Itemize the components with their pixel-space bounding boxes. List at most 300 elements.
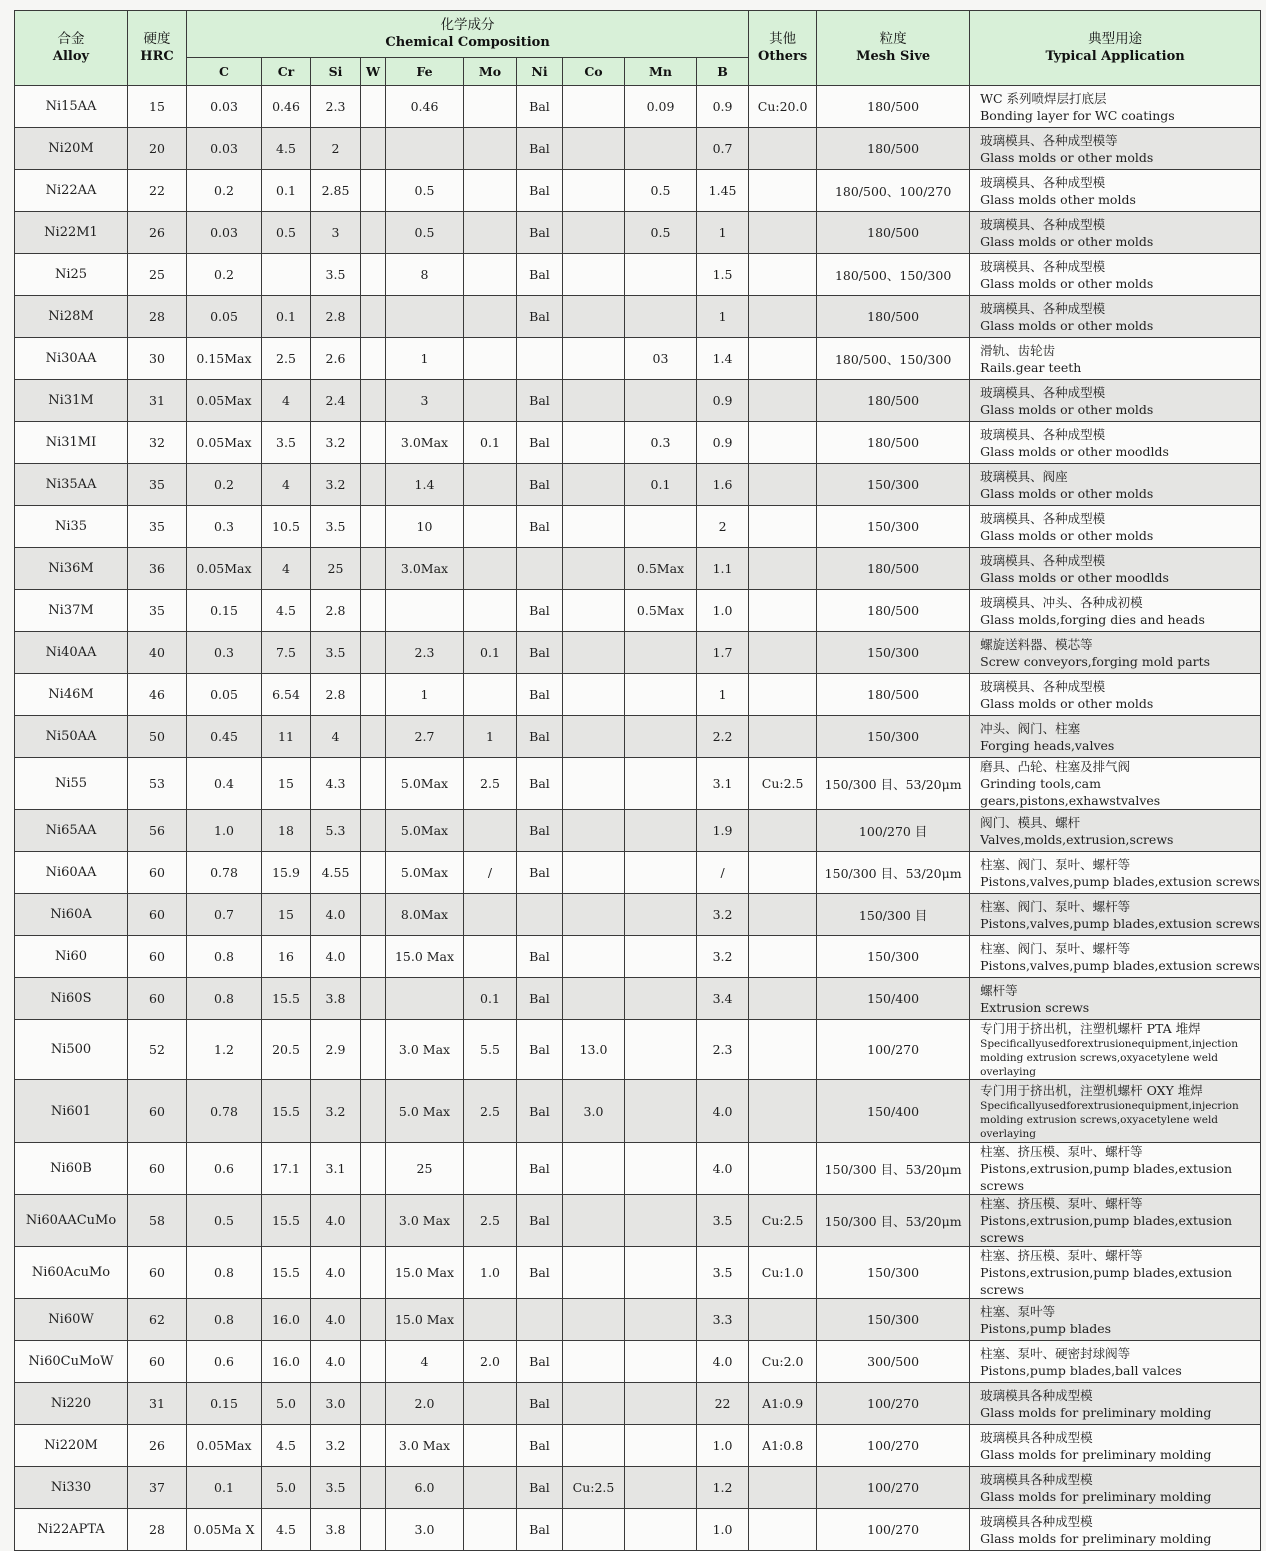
cell-hrc: 60 — [128, 852, 187, 894]
cell-c: 0.05 — [187, 674, 262, 716]
table-row — [15, 1299, 1261, 1341]
cell-c: 0.3 — [187, 632, 262, 674]
cell-w — [361, 810, 386, 852]
cell-mesh: 150/300 — [817, 632, 970, 674]
cell-mo — [464, 296, 517, 338]
cell-typical-application — [970, 1509, 1261, 1551]
cell-others — [749, 296, 817, 338]
cell-typical-application — [970, 170, 1261, 212]
cell-mn — [625, 1509, 697, 1551]
cell-si: 5.3 — [311, 810, 361, 852]
cell-ni: Bal — [517, 254, 563, 296]
cell-b: 3.1 — [697, 758, 749, 810]
cell-fe: 8 — [386, 254, 464, 296]
cell-cr: 5.0 — [262, 1467, 311, 1509]
cell-cr: 4.5 — [262, 1425, 311, 1467]
cell-hrc: 60 — [128, 1341, 187, 1383]
cell-mo — [464, 810, 517, 852]
cell-w — [361, 1341, 386, 1383]
application-cn: 玻璃模具、各种成型模 — [980, 216, 1106, 232]
cell-alloy: Ni60W — [15, 1299, 128, 1341]
cell-others — [749, 894, 817, 936]
cell-fe: 1 — [386, 674, 464, 716]
cell-b: 1.4 — [697, 338, 749, 380]
cell-b: 2.3 — [697, 1020, 749, 1080]
cell-typical-application — [970, 716, 1261, 758]
cell-cr: 16.0 — [262, 1299, 311, 1341]
cell-co — [563, 254, 625, 296]
cell-mesh: 180/500 — [817, 296, 970, 338]
cell-mn — [625, 1299, 697, 1341]
cell-si: 3.0 — [311, 1383, 361, 1425]
cell-mesh: 150/300 — [817, 464, 970, 506]
cell-typical-application — [970, 128, 1261, 170]
cell-typical-application — [970, 1341, 1261, 1383]
cell-cr: 15.5 — [262, 1247, 311, 1299]
cell-w — [361, 422, 386, 464]
cell-si: 4.55 — [311, 852, 361, 894]
cell-mn — [625, 936, 697, 978]
table-row — [15, 758, 1261, 810]
application-en: Pistons,valves,pump blades,extusion screws — [980, 873, 1260, 889]
cell-cr: 16.0 — [262, 1341, 311, 1383]
application-cn: 柱塞、泵叶、硬密封球阀等 — [980, 1345, 1131, 1361]
cell-alloy: Ni220M — [15, 1425, 128, 1467]
cell-b: 1.6 — [697, 464, 749, 506]
application-en: Rails.gear teeth — [980, 359, 1082, 375]
cell-w — [361, 978, 386, 1020]
application-en: Glass molds or other molds — [980, 401, 1154, 417]
cell-cr: 5.0 — [262, 1383, 311, 1425]
cell-co — [563, 810, 625, 852]
application-cn: 柱塞、阀门、泵叶、螺杆等 — [980, 856, 1131, 872]
cell-others — [749, 1080, 817, 1143]
cell-alloy: Ni40AA — [15, 632, 128, 674]
cell-others — [749, 1020, 817, 1080]
application-en: Valves,molds,extrusion,screws — [980, 831, 1174, 847]
cell-mn: 0.3 — [625, 422, 697, 464]
cell-co — [563, 422, 625, 464]
cell-alloy: Ni60 — [15, 936, 128, 978]
header-chemical-composition: 化学成分 Chemical Composition — [187, 11, 749, 58]
cell-si: 4.3 — [311, 758, 361, 810]
application-cn: 玻璃模具、阀座 — [980, 468, 1068, 484]
application-cn: 阀门、模具、螺杆 — [980, 814, 1081, 830]
cell-cr: 4.5 — [262, 128, 311, 170]
cell-mesh: 150/300 — [817, 1247, 970, 1299]
cell-co — [563, 894, 625, 936]
cell-si: 2.6 — [311, 338, 361, 380]
cell-w — [361, 1425, 386, 1467]
cell-fe: 5.0Max — [386, 852, 464, 894]
table-row — [15, 894, 1261, 936]
cell-mo: / — [464, 852, 517, 894]
cell-hrc: 37 — [128, 1467, 187, 1509]
cell-cr: 11 — [262, 716, 311, 758]
alloy-specification-sheet — [14, 10, 1260, 1546]
cell-w — [361, 296, 386, 338]
application-en: Specificallyusedforextrusionequipment,injection molding extrusion screws,oxyacetylene weld overlaying — [980, 1038, 1238, 1078]
cell-others — [749, 590, 817, 632]
cell-co — [563, 758, 625, 810]
cell-others: A1:0.9 — [749, 1383, 817, 1425]
cell-mesh: 180/500 — [817, 674, 970, 716]
cell-c: 0.15 — [187, 1383, 262, 1425]
cell-others — [749, 674, 817, 716]
cell-ni: Bal — [517, 936, 563, 978]
cell-alloy: Ni35AA — [15, 464, 128, 506]
application-cn: 玻璃模具、各种成型模 — [980, 678, 1106, 694]
cell-mesh: 150/300 目、53/20μm — [817, 1195, 970, 1247]
cell-mn — [625, 1467, 697, 1509]
cell-ni: Bal — [517, 86, 563, 128]
cell-typical-application — [970, 758, 1261, 810]
cell-mo — [464, 338, 517, 380]
header-element-fe: Fe — [386, 58, 464, 86]
cell-others — [749, 506, 817, 548]
cell-co — [563, 338, 625, 380]
cell-si: 4.0 — [311, 1195, 361, 1247]
cell-typical-application — [970, 810, 1261, 852]
application-en: Pistons,pump blades — [980, 1320, 1112, 1336]
cell-fe — [386, 590, 464, 632]
table-row — [15, 1509, 1261, 1551]
cell-fe: 3.0 Max — [386, 1020, 464, 1080]
cell-others — [749, 338, 817, 380]
cell-mesh: 180/500 — [817, 380, 970, 422]
cell-mo: 2.5 — [464, 1080, 517, 1143]
cell-mn — [625, 758, 697, 810]
cell-cr: 0.46 — [262, 86, 311, 128]
cell-mo: 0.1 — [464, 422, 517, 464]
cell-c: 0.78 — [187, 1080, 262, 1143]
application-en: Screw conveyors,forging mold parts — [980, 653, 1211, 669]
application-cn: 玻璃模具、冲头、各种成初模 — [980, 594, 1143, 610]
cell-si: 2.8 — [311, 296, 361, 338]
cell-ni — [517, 548, 563, 590]
cell-others — [749, 810, 817, 852]
cell-typical-application — [970, 212, 1261, 254]
cell-w — [361, 464, 386, 506]
table-row — [15, 338, 1261, 380]
cell-hrc: 32 — [128, 422, 187, 464]
cell-c: 0.15 — [187, 590, 262, 632]
cell-c: 0.8 — [187, 1247, 262, 1299]
cell-alloy: Ni36M — [15, 548, 128, 590]
table-row — [15, 632, 1261, 674]
cell-si: 3.8 — [311, 1509, 361, 1551]
cell-ni: Bal — [517, 632, 563, 674]
application-en: Grinding tools,cam gears,pistons,exhawstvalves — [980, 776, 1161, 808]
application-cn: 滑轨、齿轮齿 — [980, 342, 1056, 358]
application-cn: 玻璃模具各种成型模 — [980, 1471, 1093, 1487]
cell-mn: 03 — [625, 338, 697, 380]
cell-mesh: 180/500 — [817, 128, 970, 170]
cell-si: 3.1 — [311, 1143, 361, 1195]
cell-hrc: 20 — [128, 128, 187, 170]
cell-mo — [464, 380, 517, 422]
cell-co: Cu:2.5 — [563, 1467, 625, 1509]
table-row — [15, 422, 1261, 464]
table-row — [15, 380, 1261, 422]
cell-b: 22 — [697, 1383, 749, 1425]
cell-mo — [464, 1299, 517, 1341]
cell-mo — [464, 1467, 517, 1509]
table-row — [15, 1195, 1261, 1247]
cell-hrc: 22 — [128, 170, 187, 212]
cell-fe — [386, 128, 464, 170]
cell-hrc: 28 — [128, 1509, 187, 1551]
cell-cr: 3.5 — [262, 422, 311, 464]
cell-typical-application — [970, 1299, 1261, 1341]
cell-co — [563, 548, 625, 590]
cell-others — [749, 548, 817, 590]
cell-alloy: Ni60B — [15, 1143, 128, 1195]
cell-mo — [464, 590, 517, 632]
cell-mn — [625, 674, 697, 716]
cell-fe: 0.46 — [386, 86, 464, 128]
cell-c: 0.8 — [187, 1299, 262, 1341]
cell-b: 3.5 — [697, 1195, 749, 1247]
cell-mesh: 150/300 目、53/20μm — [817, 1143, 970, 1195]
cell-mn — [625, 894, 697, 936]
cell-mn — [625, 254, 697, 296]
application-cn: 柱塞、挤压模、泵叶、螺杆等 — [980, 1248, 1143, 1263]
cell-hrc: 26 — [128, 212, 187, 254]
cell-cr: 4.5 — [262, 1509, 311, 1551]
cell-alloy: Ni60S — [15, 978, 128, 1020]
cell-mo: 0.1 — [464, 632, 517, 674]
table-row — [15, 852, 1261, 894]
table-row — [15, 1143, 1261, 1195]
table-row — [15, 716, 1261, 758]
cell-hrc: 58 — [128, 1195, 187, 1247]
cell-hrc: 60 — [128, 978, 187, 1020]
cell-ni: Bal — [517, 1425, 563, 1467]
cell-fe: 15.0 Max — [386, 1247, 464, 1299]
application-cn: 玻璃模具、各种成型模等 — [980, 132, 1118, 148]
cell-ni: Bal — [517, 380, 563, 422]
cell-alloy: Ni22AA — [15, 170, 128, 212]
application-cn: 冲头、阀门、柱塞 — [980, 720, 1081, 736]
cell-mn — [625, 506, 697, 548]
application-cn: 玻璃模具、各种成型模 — [980, 384, 1106, 400]
cell-mn: 0.5 — [625, 212, 697, 254]
cell-hrc: 52 — [128, 1020, 187, 1080]
application-cn: 柱塞、阀门、泵叶、螺杆等 — [980, 898, 1131, 914]
cell-b: 0.7 — [697, 128, 749, 170]
cell-co — [563, 590, 625, 632]
application-cn: 螺杆等 — [980, 982, 1018, 998]
cell-ni — [517, 338, 563, 380]
cell-ni: Bal — [517, 1020, 563, 1080]
cell-fe: 5.0 Max — [386, 1080, 464, 1143]
cell-mesh: 100/270 — [817, 1509, 970, 1551]
cell-si: 4.0 — [311, 1299, 361, 1341]
cell-b: 1.9 — [697, 810, 749, 852]
cell-mesh: 100/270 — [817, 1467, 970, 1509]
cell-mn — [625, 1143, 697, 1195]
cell-hrc: 40 — [128, 632, 187, 674]
cell-mn: 0.5Max — [625, 590, 697, 632]
cell-c: 0.5 — [187, 1195, 262, 1247]
cell-w — [361, 716, 386, 758]
cell-fe: 4 — [386, 1341, 464, 1383]
cell-hrc: 25 — [128, 254, 187, 296]
cell-b: 3.5 — [697, 1247, 749, 1299]
cell-w — [361, 1383, 386, 1425]
cell-si: 3.5 — [311, 1467, 361, 1509]
cell-alloy: Ni46M — [15, 674, 128, 716]
application-en: Glass molds for preliminary molding — [980, 1446, 1212, 1462]
cell-w — [361, 254, 386, 296]
cell-ni: Bal — [517, 1143, 563, 1195]
application-cn: WC 系列喷焊层打底层 — [980, 90, 1107, 106]
cell-mesh: 180/500 — [817, 422, 970, 464]
cell-mesh: 100/270 — [817, 1020, 970, 1080]
cell-b: 2.2 — [697, 716, 749, 758]
cell-c: 0.03 — [187, 212, 262, 254]
application-cn: 玻璃模具、各种成型模 — [980, 510, 1106, 526]
table-row — [15, 506, 1261, 548]
cell-typical-application — [970, 632, 1261, 674]
cell-ni: Bal — [517, 852, 563, 894]
table-row — [15, 170, 1261, 212]
cell-mn — [625, 1080, 697, 1143]
cell-mo — [464, 936, 517, 978]
cell-hrc: 60 — [128, 936, 187, 978]
cell-w — [361, 548, 386, 590]
application-en: Bonding layer for WC coatings — [980, 107, 1175, 123]
table-row — [15, 1080, 1261, 1143]
cell-mo — [464, 548, 517, 590]
cell-co — [563, 170, 625, 212]
cell-b: 4.0 — [697, 1080, 749, 1143]
cell-others — [749, 212, 817, 254]
cell-cr: 4 — [262, 380, 311, 422]
cell-others: Cu:1.0 — [749, 1247, 817, 1299]
application-cn: 玻璃模具、各种成型模 — [980, 258, 1106, 274]
cell-si: 2.8 — [311, 674, 361, 716]
cell-others — [749, 380, 817, 422]
cell-b: 1.1 — [697, 548, 749, 590]
application-en: Glass molds or other moodlds — [980, 569, 1169, 585]
cell-typical-application — [970, 1383, 1261, 1425]
application-en: Pistons,pump blades,ball valces — [980, 1362, 1182, 1378]
cell-cr — [262, 254, 311, 296]
cell-w — [361, 632, 386, 674]
cell-fe: 2.0 — [386, 1383, 464, 1425]
cell-mesh: 150/300 — [817, 1299, 970, 1341]
cell-co: 3.0 — [563, 1080, 625, 1143]
cell-hrc: 30 — [128, 338, 187, 380]
cell-w — [361, 590, 386, 632]
cell-hrc: 50 — [128, 716, 187, 758]
cell-si: 3.2 — [311, 422, 361, 464]
cell-mn — [625, 128, 697, 170]
cell-typical-application — [970, 1467, 1261, 1509]
cell-si: 4.0 — [311, 936, 361, 978]
header-element-b: B — [697, 58, 749, 86]
cell-si: 2.3 — [311, 86, 361, 128]
cell-cr: 15.9 — [262, 852, 311, 894]
header-element-mn: Mn — [625, 58, 697, 86]
header-mesh: 粒度 Mesh Sive — [817, 11, 970, 86]
application-en: Glass molds or other molds — [980, 695, 1154, 711]
cell-others — [749, 128, 817, 170]
cell-others — [749, 170, 817, 212]
cell-mesh: 150/400 — [817, 1080, 970, 1143]
table-row — [15, 86, 1261, 128]
cell-co: 13.0 — [563, 1020, 625, 1080]
cell-co — [563, 506, 625, 548]
cell-w — [361, 1467, 386, 1509]
application-cn: 专门用于挤出机，注塑机螺杆 PTA 堆焊 — [980, 1021, 1201, 1036]
cell-w — [361, 170, 386, 212]
header-element-si: Si — [311, 58, 361, 86]
application-en: Glass molds for preliminary molding — [980, 1404, 1212, 1420]
cell-alloy: Ni30AA — [15, 338, 128, 380]
cell-si: 2 — [311, 128, 361, 170]
cell-co — [563, 674, 625, 716]
cell-mn — [625, 632, 697, 674]
cell-b: 0.9 — [697, 422, 749, 464]
cell-cr: 17.1 — [262, 1143, 311, 1195]
cell-w — [361, 674, 386, 716]
cell-b: 0.9 — [697, 380, 749, 422]
cell-mo — [464, 254, 517, 296]
application-en: Glass molds,forging dies and heads — [980, 611, 1205, 627]
table-body — [15, 86, 1261, 1551]
cell-typical-application — [970, 936, 1261, 978]
cell-typical-application — [970, 548, 1261, 590]
cell-alloy: Ni330 — [15, 1467, 128, 1509]
cell-mn — [625, 1425, 697, 1467]
table-row — [15, 212, 1261, 254]
cell-si: 4 — [311, 716, 361, 758]
cell-mesh: 180/500 — [817, 548, 970, 590]
cell-hrc: 60 — [128, 1080, 187, 1143]
cell-hrc: 36 — [128, 548, 187, 590]
cell-mo: 1 — [464, 716, 517, 758]
table-row — [15, 936, 1261, 978]
cell-typical-application — [970, 894, 1261, 936]
table-row — [15, 674, 1261, 716]
table-row — [15, 296, 1261, 338]
cell-cr: 4 — [262, 548, 311, 590]
application-cn: 柱塞、泵叶等 — [980, 1303, 1056, 1319]
cell-w — [361, 936, 386, 978]
cell-cr: 18 — [262, 810, 311, 852]
cell-fe: 2.7 — [386, 716, 464, 758]
cell-b: 1.45 — [697, 170, 749, 212]
cell-co — [563, 212, 625, 254]
cell-fe — [386, 296, 464, 338]
cell-hrc: 15 — [128, 86, 187, 128]
application-cn: 专门用于挤出机，注塑机螺杆 OXY 堆焊 — [980, 1082, 1203, 1098]
table-row — [15, 590, 1261, 632]
cell-mo: 2.0 — [464, 1341, 517, 1383]
cell-typical-application — [970, 506, 1261, 548]
cell-hrc: 35 — [128, 590, 187, 632]
cell-c: 0.05 — [187, 296, 262, 338]
cell-hrc: 60 — [128, 894, 187, 936]
cell-fe: 1 — [386, 338, 464, 380]
cell-si: 3.2 — [311, 1080, 361, 1143]
cell-ni: Bal — [517, 170, 563, 212]
cell-others: Cu:2.5 — [749, 1195, 817, 1247]
application-en: Glass molds or other moodlds — [980, 443, 1169, 459]
